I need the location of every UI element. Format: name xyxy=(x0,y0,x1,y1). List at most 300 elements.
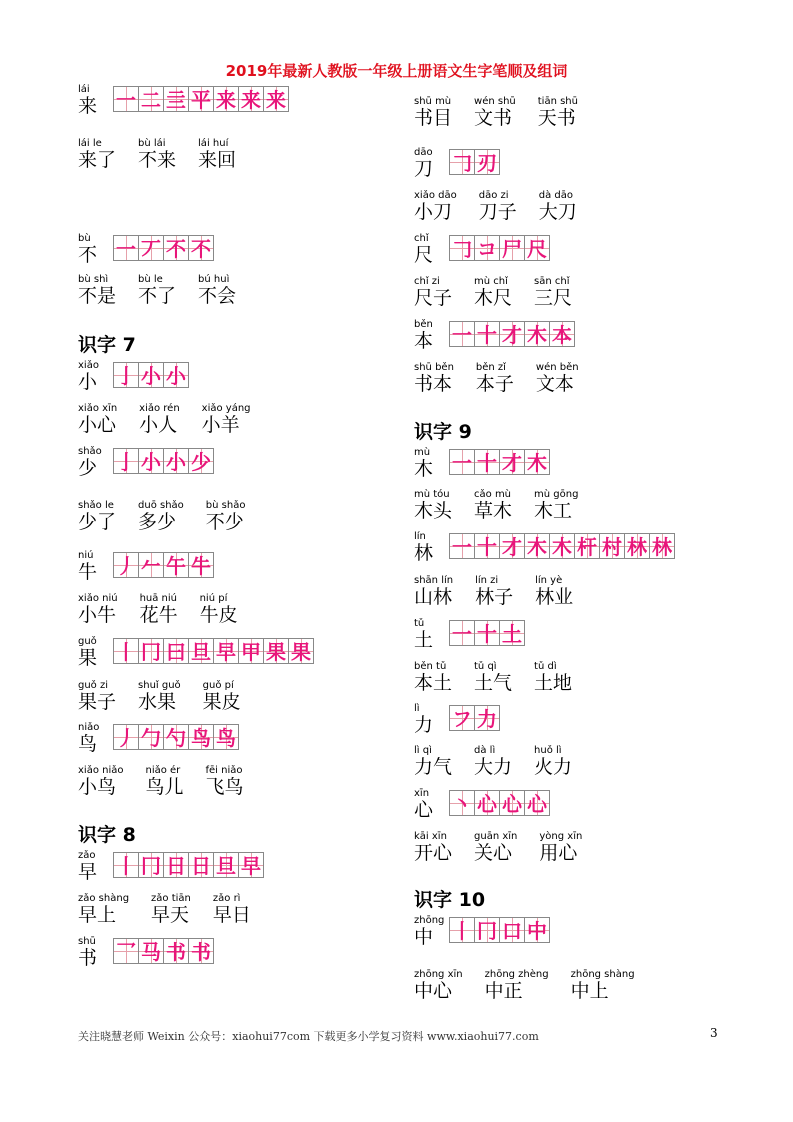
stroke-cell: 土 xyxy=(499,620,525,646)
stroke-order-grid xyxy=(113,724,238,750)
stroke-cell: 十 xyxy=(474,321,500,347)
word-pinyin: guǒ zi xyxy=(78,680,109,691)
stroke-order-grid xyxy=(113,362,188,388)
stroke-cell: 十 xyxy=(474,620,500,646)
word-text: 果子 xyxy=(78,691,117,713)
stroke-cell: 果 xyxy=(288,638,314,664)
word-item xyxy=(198,138,236,171)
word-pinyin: lín zi xyxy=(475,575,499,586)
word-item xyxy=(535,575,573,608)
stroke-cell: 林 xyxy=(649,533,675,559)
char-pinyin: lín xyxy=(414,531,426,542)
stroke-order-grid xyxy=(113,448,213,474)
word-item xyxy=(414,831,452,864)
word-text: 飞鸟 xyxy=(205,776,244,798)
stroke-order-grid xyxy=(449,321,574,347)
footer-note: 关注晓慧老师 Weixin 公众号：xiaohui77com 下载更多小学复习资料 www.xiaohui77.com xyxy=(78,1030,539,1043)
stroke-cell: 力 xyxy=(474,705,500,731)
stroke-cell: 乛 xyxy=(113,938,139,964)
word-group xyxy=(78,893,273,926)
word-pinyin: dà dāo xyxy=(538,190,573,201)
word-text: 小人 xyxy=(139,414,178,436)
page-number: 3 xyxy=(710,1026,718,1040)
word-text: 中上 xyxy=(570,980,609,1002)
word-text: 早上 xyxy=(78,904,117,926)
char-pinyin: shǎo xyxy=(78,446,102,457)
word-item xyxy=(138,680,181,713)
word-pinyin: lín yè xyxy=(535,575,563,586)
word-pinyin: běn zǐ xyxy=(475,362,506,373)
word-item xyxy=(78,765,123,798)
stroke-order-grid xyxy=(449,917,549,943)
char-entry xyxy=(78,446,211,479)
stroke-cell: 书 xyxy=(163,938,189,964)
word-group xyxy=(414,489,600,522)
word-pinyin: cǎo mù xyxy=(474,489,512,500)
word-item xyxy=(78,500,116,533)
word-item xyxy=(539,190,577,223)
word-text: 不是 xyxy=(78,285,117,307)
word-text: 关心 xyxy=(474,842,513,864)
stroke-cell: 少 xyxy=(188,448,214,474)
word-pinyin: zǎo tiān xyxy=(151,893,191,904)
word-pinyin: zhōng zhèng xyxy=(484,969,549,980)
stroke-cell: 𠃌 xyxy=(449,235,475,261)
word-pinyin: tiān shū xyxy=(537,96,578,107)
word-text: 多少 xyxy=(138,511,177,533)
word-text: 文书 xyxy=(474,107,513,129)
stroke-cell: 木 xyxy=(524,321,550,347)
char-pinyin: bù xyxy=(78,233,91,244)
stroke-cell: 丿 xyxy=(113,724,139,750)
char-glyph: 小 xyxy=(78,371,98,393)
word-pinyin: niǎo ér xyxy=(145,765,181,776)
stroke-order-grid xyxy=(449,790,549,816)
word-text: 水果 xyxy=(138,691,177,713)
word-pinyin: zǎo rì xyxy=(212,893,241,904)
stroke-cell: 亅 xyxy=(113,448,139,474)
word-item xyxy=(539,831,582,864)
word-item xyxy=(78,680,116,713)
page-title: 2019年最新人教版一年级上册语文生字笔顺及组词 xyxy=(225,62,568,80)
stroke-cell: 小 xyxy=(138,362,164,388)
word-group xyxy=(414,745,594,778)
stroke-cell: 小 xyxy=(163,362,189,388)
char-pinyin: zǎo xyxy=(78,850,96,861)
stroke-cell: 一 xyxy=(113,86,139,112)
stroke-cell: 来 xyxy=(213,86,239,112)
word-text: 书目 xyxy=(414,107,453,129)
word-pinyin: zǎo shàng xyxy=(78,893,130,904)
word-group xyxy=(78,274,258,307)
char-glyph: 本 xyxy=(414,330,434,352)
stroke-cell: 本 xyxy=(549,321,575,347)
word-group xyxy=(414,96,600,129)
word-group xyxy=(78,593,260,626)
char-pinyin: guǒ xyxy=(78,636,97,647)
word-item xyxy=(78,403,117,436)
char-entry xyxy=(414,531,672,564)
word-pinyin: duō shǎo xyxy=(138,500,184,511)
stroke-cell: 亖 xyxy=(163,86,189,112)
word-item xyxy=(474,96,516,129)
stroke-cell: 早 xyxy=(213,638,239,664)
word-item xyxy=(479,190,517,223)
stroke-cell: 鸟 xyxy=(213,724,239,750)
stroke-order-grid xyxy=(449,149,499,175)
stroke-order-grid xyxy=(113,938,213,964)
word-item xyxy=(78,274,116,307)
word-pinyin: mù gōng xyxy=(534,489,579,500)
stroke-cell: 平 xyxy=(188,86,214,112)
word-group xyxy=(78,680,263,713)
stroke-cell: 丿 xyxy=(113,552,139,578)
word-pinyin: huǒ lì xyxy=(534,745,562,756)
word-text: 本土 xyxy=(414,672,453,694)
stroke-order-grid xyxy=(449,533,674,559)
word-text: 火力 xyxy=(534,756,573,778)
word-text: 用心 xyxy=(539,842,578,864)
stroke-cell: 丨 xyxy=(449,917,475,943)
word-item xyxy=(414,969,463,1002)
stroke-cell: 杆 xyxy=(574,533,600,559)
stroke-cell: 才 xyxy=(499,449,525,475)
stroke-cell: 丨 xyxy=(113,852,139,878)
stroke-cell: 木 xyxy=(549,533,575,559)
stroke-cell: 勺 xyxy=(163,724,189,750)
stroke-cell: 林 xyxy=(624,533,650,559)
word-pinyin: huā niú xyxy=(139,593,178,604)
word-item xyxy=(140,593,178,626)
char-entry xyxy=(78,550,211,583)
char-glyph: 书 xyxy=(78,947,98,969)
word-pinyin: dà lì xyxy=(474,745,496,756)
stroke-cell: 十 xyxy=(474,449,500,475)
stroke-cell: 尸 xyxy=(499,235,525,261)
char-glyph: 林 xyxy=(414,542,434,564)
word-item xyxy=(474,745,512,778)
stroke-cell: 勹 xyxy=(138,724,164,750)
word-text: 本子 xyxy=(475,373,514,395)
word-pinyin: bù le xyxy=(138,274,163,285)
stroke-cell: 牛 xyxy=(188,552,214,578)
stroke-cell: 鸟 xyxy=(188,724,214,750)
stroke-order-grid xyxy=(113,852,263,878)
word-item xyxy=(202,403,251,436)
word-pinyin: wén běn xyxy=(535,362,579,373)
section-heading: 识字 7 xyxy=(78,334,136,356)
word-item xyxy=(78,138,116,171)
word-item xyxy=(138,138,176,171)
word-item xyxy=(414,575,453,608)
word-item xyxy=(206,500,246,533)
word-text: 不少 xyxy=(205,511,244,533)
char-entry xyxy=(414,319,572,352)
stroke-cell: 𠂉 xyxy=(138,552,164,578)
stroke-cell: 木 xyxy=(524,449,550,475)
char-entry xyxy=(78,850,261,883)
char-glyph: 刀 xyxy=(414,158,434,180)
stroke-cell: 心 xyxy=(499,790,525,816)
char-pinyin: lái xyxy=(78,84,90,95)
word-item xyxy=(474,661,512,694)
stroke-cell: 丨 xyxy=(113,638,139,664)
word-item xyxy=(414,661,452,694)
stroke-cell: 一 xyxy=(449,321,475,347)
word-pinyin: lì qì xyxy=(414,745,432,756)
word-pinyin: lái le xyxy=(78,138,102,149)
word-text: 不了 xyxy=(138,285,177,307)
char-pinyin: shū xyxy=(78,936,96,947)
word-pinyin: shǎo le xyxy=(78,500,114,511)
word-text: 尺子 xyxy=(414,287,453,309)
word-item xyxy=(534,276,572,309)
char-glyph: 中 xyxy=(414,926,434,948)
stroke-cell: 马 xyxy=(138,938,164,964)
word-text: 木头 xyxy=(414,500,453,522)
word-group xyxy=(78,403,273,436)
char-pinyin: lì xyxy=(414,703,420,714)
stroke-cell: 小 xyxy=(163,448,189,474)
word-pinyin: tǔ dì xyxy=(534,661,557,672)
word-pinyin: tǔ qì xyxy=(474,661,497,672)
stroke-order-grid xyxy=(113,86,288,112)
char-entry xyxy=(414,915,547,948)
word-text: 书本 xyxy=(414,373,453,395)
word-text: 不来 xyxy=(138,149,177,171)
word-item xyxy=(474,831,517,864)
stroke-cell: 一 xyxy=(113,235,139,261)
word-pinyin: yòng xīn xyxy=(539,831,583,842)
word-group xyxy=(414,276,594,309)
word-item xyxy=(476,362,514,395)
char-pinyin: chǐ xyxy=(414,233,429,244)
stroke-cell: 丆 xyxy=(138,235,164,261)
stroke-cell: 刃 xyxy=(474,149,500,175)
word-item xyxy=(145,765,183,798)
word-item xyxy=(414,190,457,223)
word-item xyxy=(203,680,241,713)
word-pinyin: guān xīn xyxy=(474,831,518,842)
stroke-cell: 冂 xyxy=(138,638,164,664)
char-entry xyxy=(414,618,522,651)
word-item xyxy=(139,403,180,436)
word-pinyin: xiǎo xīn xyxy=(78,403,118,414)
word-group xyxy=(414,190,599,223)
word-pinyin: guǒ pí xyxy=(202,680,234,691)
word-text: 牛皮 xyxy=(199,604,238,626)
word-item xyxy=(200,593,238,626)
stroke-cell: 不 xyxy=(163,235,189,261)
stroke-cell: 一 xyxy=(449,449,475,475)
char-glyph: 果 xyxy=(78,647,98,669)
word-text: 土气 xyxy=(474,672,513,694)
word-item xyxy=(534,745,572,778)
word-text: 鸟儿 xyxy=(145,776,184,798)
word-group xyxy=(78,765,266,798)
word-item xyxy=(78,893,129,926)
stroke-order-grid xyxy=(113,235,213,261)
word-pinyin: bù shǎo xyxy=(205,500,246,511)
stroke-cell: 小 xyxy=(138,448,164,474)
stroke-cell: 十 xyxy=(474,533,500,559)
stroke-cell: 甲 xyxy=(238,638,264,664)
word-text: 草木 xyxy=(474,500,513,522)
char-entry xyxy=(78,84,286,117)
word-pinyin: niú pí xyxy=(199,593,228,604)
stroke-cell: 一 xyxy=(449,620,475,646)
word-item xyxy=(474,489,512,522)
stroke-cell: 丶 xyxy=(449,790,475,816)
section-heading: 识字 10 xyxy=(414,889,486,911)
stroke-cell: 才 xyxy=(499,533,525,559)
char-glyph: 尺 xyxy=(414,244,434,266)
word-text: 来回 xyxy=(198,149,237,171)
char-glyph: 牛 xyxy=(78,561,98,583)
word-pinyin: shū mù xyxy=(414,96,452,107)
word-text: 早日 xyxy=(212,904,251,926)
char-entry xyxy=(78,233,211,266)
word-item xyxy=(138,274,176,307)
char-glyph: 木 xyxy=(414,458,434,480)
word-pinyin: mù chǐ xyxy=(474,276,508,287)
char-glyph: 少 xyxy=(78,457,98,479)
word-pinyin: xiǎo rén xyxy=(139,403,180,414)
word-item xyxy=(414,745,452,778)
word-text: 果皮 xyxy=(202,691,241,713)
char-glyph: 力 xyxy=(414,714,434,736)
char-pinyin: xīn xyxy=(414,788,430,799)
word-text: 木工 xyxy=(534,500,573,522)
char-glyph: 鸟 xyxy=(78,733,98,755)
stroke-cell: 日 xyxy=(163,852,189,878)
word-text: 开心 xyxy=(414,842,453,864)
word-item xyxy=(538,96,578,129)
char-pinyin: zhōng xyxy=(414,915,445,926)
stroke-cell: 木 xyxy=(524,533,550,559)
char-pinyin: mù xyxy=(414,447,431,458)
stroke-cell: 冂 xyxy=(138,852,164,878)
word-pinyin: shū běn xyxy=(414,362,454,373)
word-group xyxy=(78,500,267,533)
word-pinyin: shuǐ guǒ xyxy=(138,680,181,691)
word-pinyin: xiǎo yáng xyxy=(201,403,251,414)
char-glyph: 早 xyxy=(78,861,98,883)
stroke-order-grid xyxy=(449,705,499,731)
stroke-cell: 果 xyxy=(263,638,289,664)
char-pinyin: niǎo xyxy=(78,722,100,733)
word-text: 花牛 xyxy=(139,604,178,626)
char-pinyin: běn xyxy=(414,319,433,330)
word-item xyxy=(151,893,191,926)
char-entry xyxy=(414,233,547,266)
word-item xyxy=(206,765,244,798)
stroke-cell: 中 xyxy=(524,917,550,943)
stroke-order-grid xyxy=(449,449,549,475)
word-text: 小刀 xyxy=(414,201,453,223)
word-text: 文本 xyxy=(535,373,574,395)
stroke-cell: 旦 xyxy=(213,852,239,878)
word-text: 木尺 xyxy=(474,287,513,309)
stroke-cell: 亅 xyxy=(113,362,139,388)
stroke-cell: 日 xyxy=(188,852,214,878)
word-group xyxy=(414,362,601,395)
word-item xyxy=(198,274,236,307)
char-pinyin: dāo xyxy=(414,147,433,158)
stroke-cell: 早 xyxy=(238,852,264,878)
stroke-order-grid xyxy=(113,638,313,664)
word-text: 不会 xyxy=(198,285,237,307)
word-text: 刀子 xyxy=(478,201,517,223)
stroke-order-grid xyxy=(113,552,213,578)
stroke-cell: 村 xyxy=(599,533,625,559)
word-pinyin: zhōng xīn xyxy=(414,969,463,980)
stroke-cell: フ xyxy=(449,705,475,731)
stroke-cell: 来 xyxy=(263,86,289,112)
word-item xyxy=(485,969,549,1002)
stroke-cell: 才 xyxy=(499,321,525,347)
stroke-cell: 旦 xyxy=(188,638,214,664)
word-pinyin: shān lín xyxy=(414,575,454,586)
word-pinyin: sān chǐ xyxy=(534,276,570,287)
char-entry xyxy=(78,636,311,669)
word-text: 林业 xyxy=(535,586,574,608)
word-pinyin: dāo zi xyxy=(478,190,509,201)
word-item xyxy=(474,276,512,309)
word-pinyin: kāi xīn xyxy=(414,831,447,842)
word-item xyxy=(414,276,452,309)
char-entry xyxy=(78,936,211,969)
stroke-cell: 冂 xyxy=(474,917,500,943)
word-group xyxy=(78,138,258,171)
stroke-order-grid xyxy=(449,620,524,646)
word-pinyin: chǐ zi xyxy=(414,276,440,287)
word-item xyxy=(414,362,454,395)
char-glyph: 心 xyxy=(414,799,434,821)
word-text: 天书 xyxy=(537,107,576,129)
word-group xyxy=(414,661,594,694)
word-pinyin: bù lái xyxy=(138,138,166,149)
word-text: 早天 xyxy=(151,904,190,926)
word-pinyin: xiǎo niǎo xyxy=(78,765,124,776)
word-pinyin: xiǎo dāo xyxy=(414,190,457,201)
word-item xyxy=(475,575,513,608)
word-item xyxy=(414,96,452,129)
stroke-cell: 午 xyxy=(163,552,189,578)
stroke-cell: 一 xyxy=(449,533,475,559)
word-pinyin: běn tǔ xyxy=(414,661,447,672)
word-text: 大力 xyxy=(474,756,513,778)
stroke-cell: 曰 xyxy=(163,638,189,664)
char-glyph: 来 xyxy=(78,95,98,117)
word-item xyxy=(414,489,452,522)
word-text: 少了 xyxy=(78,511,117,533)
section-heading: 识字 9 xyxy=(414,421,472,443)
char-pinyin: tǔ xyxy=(414,618,425,629)
word-pinyin: mù tóu xyxy=(414,489,450,500)
char-glyph: 不 xyxy=(78,244,98,266)
word-pinyin: bú huì xyxy=(198,274,230,285)
char-entry xyxy=(414,147,497,180)
word-pinyin: lái huí xyxy=(198,138,229,149)
word-text: 力气 xyxy=(414,756,453,778)
word-pinyin: fēi niǎo xyxy=(205,765,243,776)
char-pinyin: xiǎo xyxy=(78,360,99,371)
stroke-cell: 心 xyxy=(524,790,550,816)
word-group xyxy=(414,969,657,1002)
word-item xyxy=(213,893,251,926)
word-text: 小心 xyxy=(78,414,117,436)
